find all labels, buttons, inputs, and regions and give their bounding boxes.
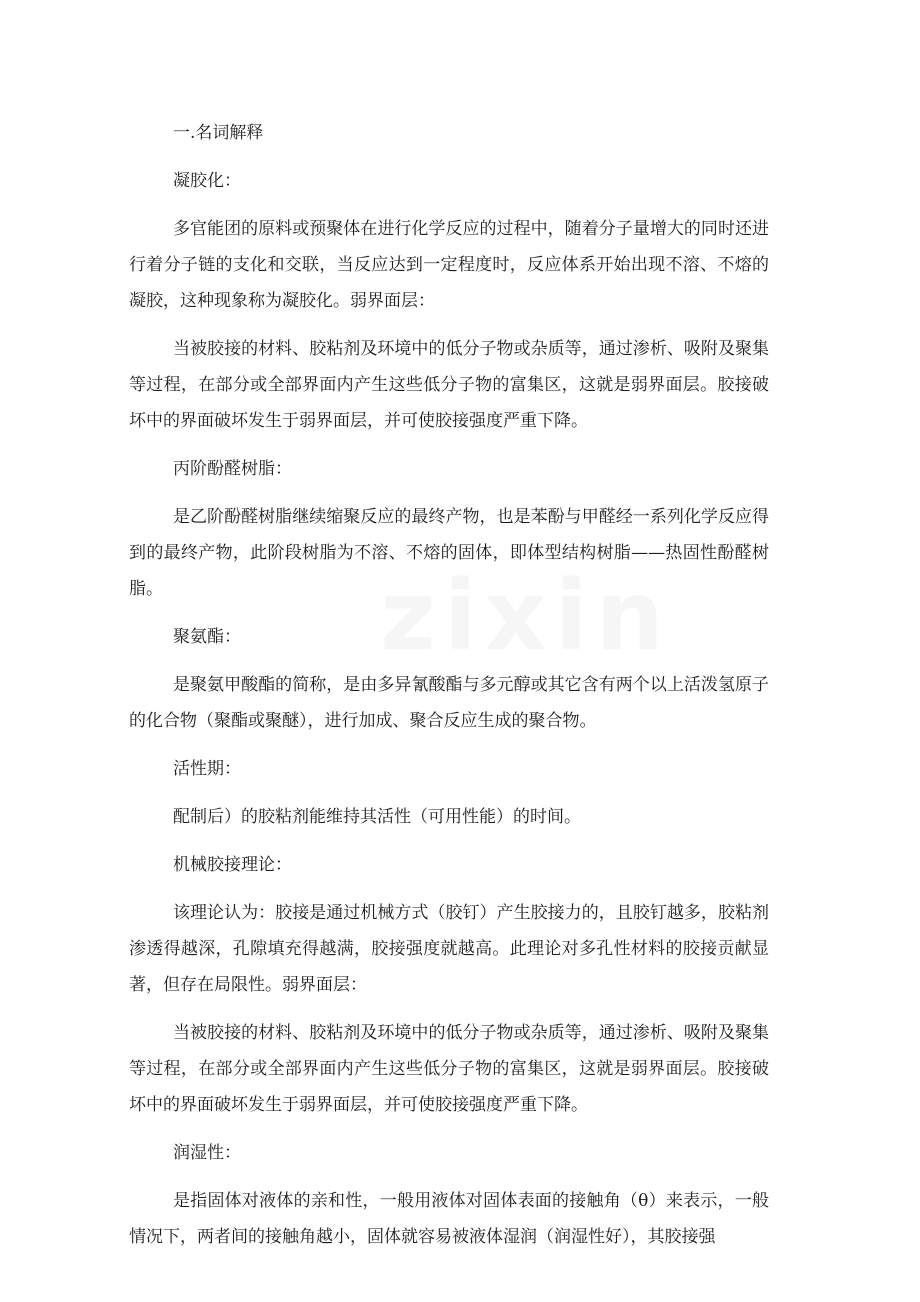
definition-paragraph: 该理论认为：胶接是通过机械方式（胶钉）产生胶接力的，且胶钉越多，胶粘剂渗透得越深，孔隙填充得越满，胶接强度就越高。此理论对多孔性材料的胶接贡献显著，但存在局限性。弱界面层： [129,903,769,995]
term-heading: 一.名词解释 [173,123,264,143]
document-body [129,115,769,1267]
definition-paragraph: 当被胶接的材料、胶粘剂及环境中的低分子物或杂质等，通过渗析、吸附及聚集等过程，在部分或全部界面内产生这些低分子物的富集区，这就是弱界面层。胶接破坏中的界面破坏发生于弱界面层，并可使胶接强度严重下降。 [129,339,769,431]
term-heading: 聚氨酯： [173,627,241,647]
term-heading: 凝胶化： [173,171,241,191]
term-heading: 丙阶酚醛树脂： [173,459,292,479]
definition-paragraph: 是聚氨甲酸酯的简称，是由多异氰酸酯与多元醇或其它含有两个以上活泼氢原子的化合物（聚酯或聚醚），进行加成、聚合反应生成的聚合物。 [129,675,769,731]
term-heading: 润湿性： [173,1143,241,1163]
definition-paragraph: 当被胶接的材料、胶粘剂及环境中的低分子物或杂质等，通过渗析、吸附及聚集等过程，在部分或全部界面内产生这些低分子物的富集区，这就是弱界面层。胶接破坏中的界面破坏发生于弱界面层，并可使胶接强度严重下降。 [129,1023,769,1115]
definition-paragraph: 多官能团的原料或预聚体在进行化学反应的过程中，随着分子量增大的同时还进行着分子链的支化和交联，当反应达到一定程度时，反应体系开始出现不溶、不熔的凝胶，这种现象称为凝胶化。弱界面层： [129,219,769,311]
term-heading: 活性期： [173,759,241,779]
definition-paragraph: 配制后）的胶粘剂能维持其活性（可用性能）的时间。 [173,807,581,827]
term-heading: 机械胶接理论： [173,855,292,875]
definition-paragraph: 是指固体对液体的亲和性，一般用液体对固体表面的接触角（θ）来表示，一般情况下，两者间的接触角越小，固体就容易被液体湿润（润湿性好），其胶接强 [129,1191,769,1247]
definition-paragraph: 是乙阶酚醛树脂继续缩聚反应的最终产物，也是苯酚与甲醛经一系列化学反应得到的最终产物，此阶段树脂为不溶、不熔的固体，即体型结构树脂——热固性酚醛树脂。 [129,507,769,599]
